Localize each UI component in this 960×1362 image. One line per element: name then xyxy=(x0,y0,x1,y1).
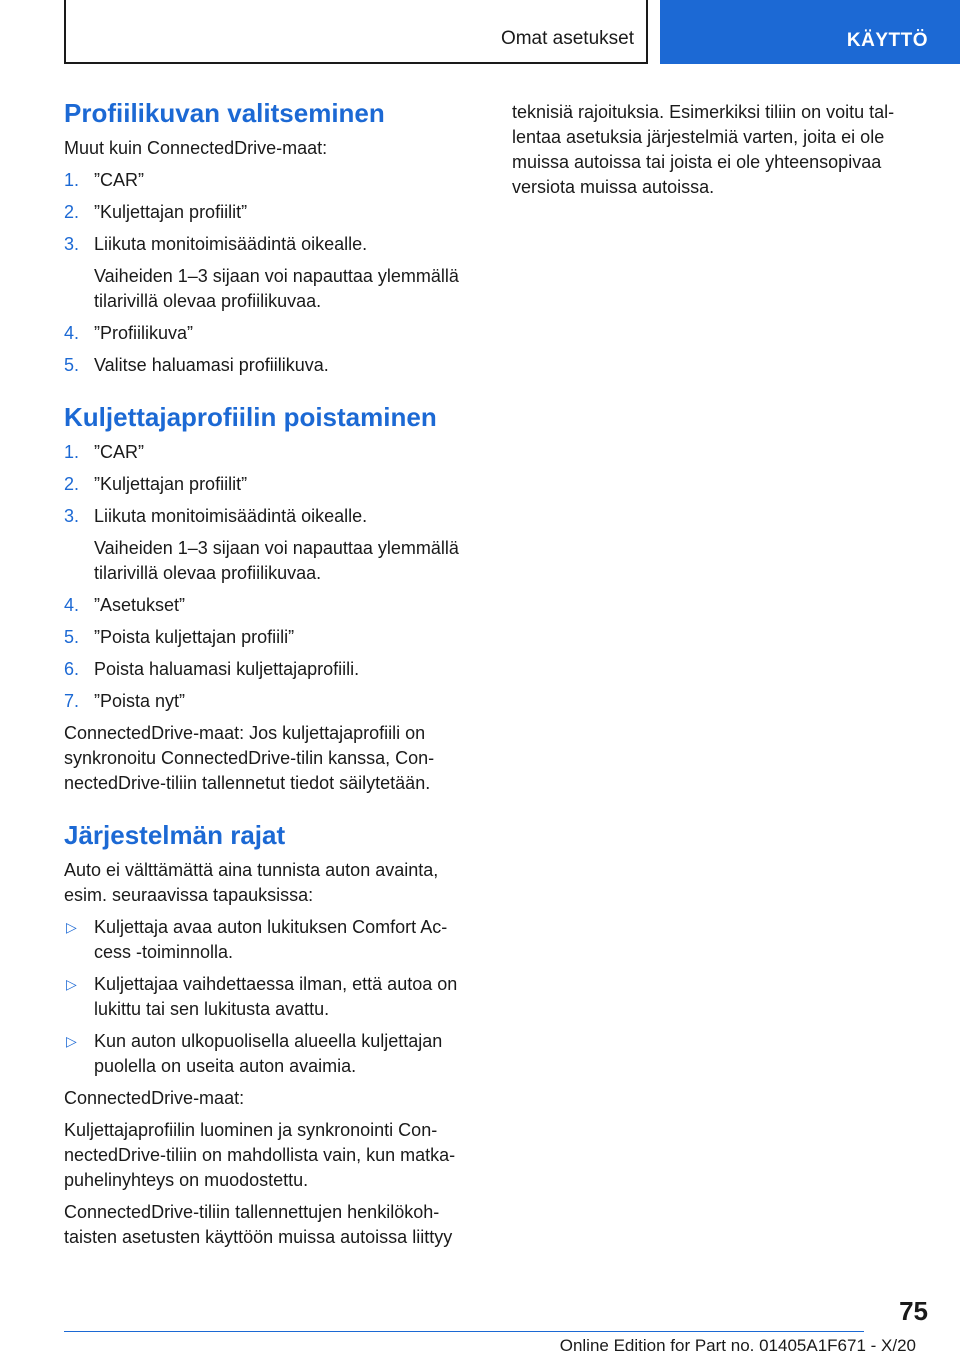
section2-steps xyxy=(64,440,480,529)
step-text: Liikuta monitoimisäädintä oikealle. xyxy=(94,234,368,254)
left-column xyxy=(64,96,480,1257)
section3-para2: Kuljettajaprofiilin luominen ja synkronointi Con-nectedDrive-tiliin on mahdollista vain, kun matka-puhelinyhteys on muodostettu. xyxy=(64,1120,456,1190)
section-tab xyxy=(660,0,960,64)
step-text: ”CAR” xyxy=(94,170,144,190)
bullet-text: Kuljettaja avaa auton lukituksen Comfort Ac-cess -toiminnolla. xyxy=(94,917,448,962)
step-number: 5. xyxy=(64,355,80,375)
page-number: 75 xyxy=(899,1296,928,1326)
triangle-bullet-icon: ▷ xyxy=(66,976,77,992)
step-number: 6. xyxy=(64,659,80,679)
list-item xyxy=(64,472,480,497)
list-item xyxy=(64,232,480,257)
section-tab-label: KÄYTTÖ xyxy=(846,30,928,51)
step-number: 3. xyxy=(64,506,80,526)
chapter-tab-label: Omat asetukset xyxy=(500,28,634,49)
right-column xyxy=(512,100,912,207)
list-item xyxy=(64,1029,480,1079)
section1-steps-continued xyxy=(64,321,480,378)
section-title-delete-profile: Kuljettajaprofiilin poistaminen xyxy=(64,402,437,432)
section1-intro: Muut kuin ConnectedDrive-maat: xyxy=(64,138,328,158)
section3-intro: Auto ei välttämättä aina tunnista auton avainta, esim. seuraavissa tapauksissa: xyxy=(64,860,439,905)
bullet-text: Kuljettajaa vaihdettaessa ilman, että autoa on lukittu tai sen lukitusta avattu. xyxy=(94,974,458,1019)
list-item xyxy=(64,321,480,346)
step-number: 1. xyxy=(64,170,80,190)
list-item xyxy=(64,353,480,378)
list-item xyxy=(64,625,480,650)
step-text: ”Kuljettajan profiilit” xyxy=(94,474,248,494)
list-item xyxy=(64,593,480,618)
right-column-paragraph: teknisiä rajoituksia. Esimerkiksi tiliin on voitu tal-lentaa asetuksia järjestelmiä varten, joita ei ole muissa autoissa tai joista ei ole yhteensopivaa versiota muissa autoissa. xyxy=(512,102,895,197)
step-note: Vaiheiden 1–3 sijaan voi napauttaa ylemmällä tilarivillä olevaa profiilikuvaa. xyxy=(94,266,459,311)
step-text: ”CAR” xyxy=(94,442,144,462)
step-number: 4. xyxy=(64,595,80,615)
section2-steps-continued xyxy=(64,593,480,714)
step-number: 2. xyxy=(64,202,80,222)
section2-closing: ConnectedDrive-maat: Jos kuljettajaprofiili on synkronoitu ConnectedDrive-tilin kanssa, Con-nectedDrive-tiliin tallennetut tiedot säilytetään. xyxy=(64,723,435,793)
step-number: 1. xyxy=(64,442,80,462)
bullet-text: Kun auton ulkopuolisella alueella kuljettajan puolella on useita auton avaimia. xyxy=(94,1031,443,1076)
step-number: 4. xyxy=(64,323,80,343)
section3-para1: ConnectedDrive-maat: xyxy=(64,1088,245,1108)
step-number: 5. xyxy=(64,627,80,647)
step-text: ”Profiilikuva” xyxy=(94,323,194,343)
step-text: Poista haluamasi kuljettajaprofiili. xyxy=(94,659,360,679)
step-text: Valitse haluamasi profiilikuva. xyxy=(94,355,329,375)
footer-edition: Online Edition for Part no. 01405A1F671 - X/20 xyxy=(559,1336,916,1355)
triangle-bullet-icon: ▷ xyxy=(66,1033,77,1049)
step-number: 7. xyxy=(64,691,80,711)
step-text: Liikuta monitoimisäädintä oikealle. xyxy=(94,506,368,526)
step-note: Vaiheiden 1–3 sijaan voi napauttaa ylemmällä tilarivillä olevaa profiilikuvaa. xyxy=(94,538,459,583)
list-item xyxy=(64,200,480,225)
list-item xyxy=(64,972,480,1022)
section-title-profile-picture: Profiilikuvan valitseminen xyxy=(64,98,385,128)
section1-steps xyxy=(64,168,480,257)
list-item xyxy=(64,657,480,682)
step-number: 2. xyxy=(64,474,80,494)
step-text: ”Asetukset” xyxy=(94,595,186,615)
footer-divider xyxy=(64,1331,864,1332)
step-text: ”Poista nyt” xyxy=(94,691,186,711)
list-item xyxy=(64,440,480,465)
list-item xyxy=(64,168,480,193)
list-item xyxy=(64,504,480,529)
section-title-system-limits: Järjestelmän rajat xyxy=(64,820,286,850)
list-item xyxy=(64,915,480,965)
section3-bullets xyxy=(64,915,480,1079)
list-item xyxy=(64,689,480,714)
triangle-bullet-icon: ▷ xyxy=(66,919,77,935)
step-text: ”Kuljettajan profiilit” xyxy=(94,202,248,222)
step-number: 3. xyxy=(64,234,80,254)
step-text: ”Poista kuljettajan profiili” xyxy=(94,627,295,647)
chapter-tab xyxy=(64,0,648,64)
section3-para3: ConnectedDrive-tiliin tallennettujen henkilökoh-taisten asetusten käyttöön muissa autoissa liittyy xyxy=(64,1202,453,1247)
